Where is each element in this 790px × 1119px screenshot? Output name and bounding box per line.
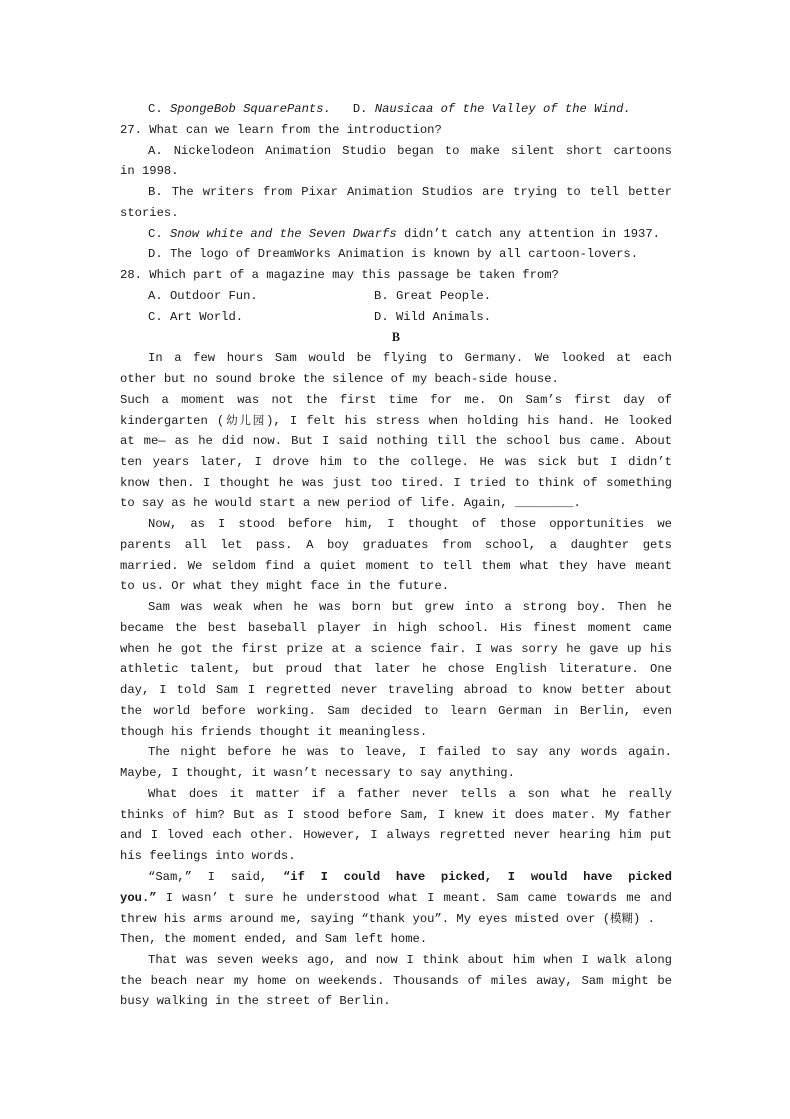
passage-line: you.” I wasn’ t sure he understood what I meant. Sam came towards me and xyxy=(120,890,672,905)
quoted-speech: you.” xyxy=(120,890,157,905)
passage-line: thinks of him? But as I stood before Sam, I knew it does mater. My father xyxy=(120,807,672,822)
passage-line: know then. I thought he was just too tired. I tried to think of something xyxy=(120,475,672,490)
q27-stem: 27. What can we learn from the introduction? xyxy=(120,122,442,137)
passage-line: became the best baseball player in high school. His finest moment came xyxy=(120,620,672,635)
q28-option-c: C. Art World. xyxy=(148,309,244,324)
q27-option-c: C. Snow white and the Seven Dwarfs didn’t catch any attention in 1937. xyxy=(148,226,660,241)
passage-line: day, I told Sam I regretted never traveling abroad to know better about xyxy=(120,683,672,697)
passage-line: What does it matter if a father never tells a son what he really xyxy=(148,786,672,801)
q28-stem: 28. Which part of a magazine may this passage be taken from? xyxy=(120,268,559,282)
page-content xyxy=(120,99,672,1012)
passage-line: his feelings into words. xyxy=(120,849,296,863)
q28-options-ab xyxy=(120,286,672,307)
q27-option-b-cont: stories. xyxy=(120,205,179,220)
passage-line: Then, the moment ended, and Sam left home. xyxy=(120,932,428,946)
passage-line: ten years later, I drove him to the college. He was sick but I didn’t xyxy=(120,454,672,469)
q27-option-b: B. The writers from Pixar Animation Studios are trying to tell better xyxy=(148,185,672,199)
section-heading: B xyxy=(391,330,401,345)
passage-line: other but no sound broke the silence of my beach-side house. xyxy=(120,371,559,386)
passage-line: and I loved each other. However, I always regretted never hearing him put xyxy=(120,828,672,843)
passage-line: to us. Or what they might face in the future. xyxy=(120,579,450,594)
option-d-text: Nausicaa of the Valley of the Wind. xyxy=(374,102,631,116)
passage-line: kindergarten (幼儿园), I felt his stress when holding his hand. He looked xyxy=(120,413,672,429)
passage-line: In a few hours Sam would be flying to Germany. We looked at each xyxy=(148,351,672,365)
passage-line: “Sam,” I said, “if I could have picked, I would have picked xyxy=(148,869,672,884)
q27-option-a-cont: in 1998. xyxy=(120,164,179,179)
passage-line: athletic talent, but proud that later he chose English literature. One xyxy=(120,662,672,677)
passage-line: at me— as he did now. But I said nothing till the school bus came. About xyxy=(120,434,672,448)
q28-option-a: A. Outdoor Fun. xyxy=(148,288,258,303)
passage-line: though his friends thought it meaningless. xyxy=(120,724,428,739)
passage-line: Sam was weak when he was born but grew into a strong boy. Then he xyxy=(148,600,672,614)
passage-line: to say as he would start a new period of life. Again, ________. xyxy=(120,496,581,511)
q28-option-b: B. Great People. xyxy=(374,288,492,303)
quoted-speech: “if I could have picked, I would have picked xyxy=(282,869,672,884)
passage-line: threw his arms around me, saying “thank you”. My eyes misted over (模糊) . xyxy=(120,911,655,927)
q28-options-cd xyxy=(120,307,672,328)
q27-option-a: A. Nickelodeon Animation Studio began to make silent short cartoons xyxy=(148,143,672,158)
passage-line: busy walking in the street of Berlin. xyxy=(120,994,391,1009)
film-title: Snow white and the Seven Dwarfs xyxy=(169,226,397,241)
passage-line: when he got the first prize at a science fair. I was sorry he gave up his xyxy=(120,641,672,656)
q27-option-d: D. The logo of DreamWorks Animation is known by all cartoon-lovers. xyxy=(148,247,639,262)
passage-line: The night before he was to leave, I failed to say any words again. xyxy=(148,745,672,760)
passage-line: married. We seldom find a quiet moment to tell them what they have meant xyxy=(120,558,672,573)
option-c-text: SpongeBob SquarePants. xyxy=(169,102,331,116)
passage-line: That was seven weeks ago, and now I think about him when I walk along xyxy=(148,952,672,967)
passage-line: Maybe, I thought, it wasn’t necessary to say anything. xyxy=(120,766,515,780)
passage-line: Such a moment was not the first time for me. On Sam’s first day of xyxy=(120,392,672,407)
q28-option-d: D. Wild Animals. xyxy=(374,309,492,324)
passage-line: parents all let pass. A boy graduates from school, a daughter gets xyxy=(120,537,672,552)
passage-line: Now, as I stood before him, I thought of those opportunities we xyxy=(148,517,672,531)
passage-line: the beach near my home on weekends. Thousands of miles away, Sam might be xyxy=(120,973,672,988)
q26-options-cd: C. SpongeBob SquarePants. D. Nausicaa of the Valley of the Wind. xyxy=(148,102,631,116)
passage-line: the world before working. Sam decided to learn German in Berlin, even xyxy=(120,703,672,718)
